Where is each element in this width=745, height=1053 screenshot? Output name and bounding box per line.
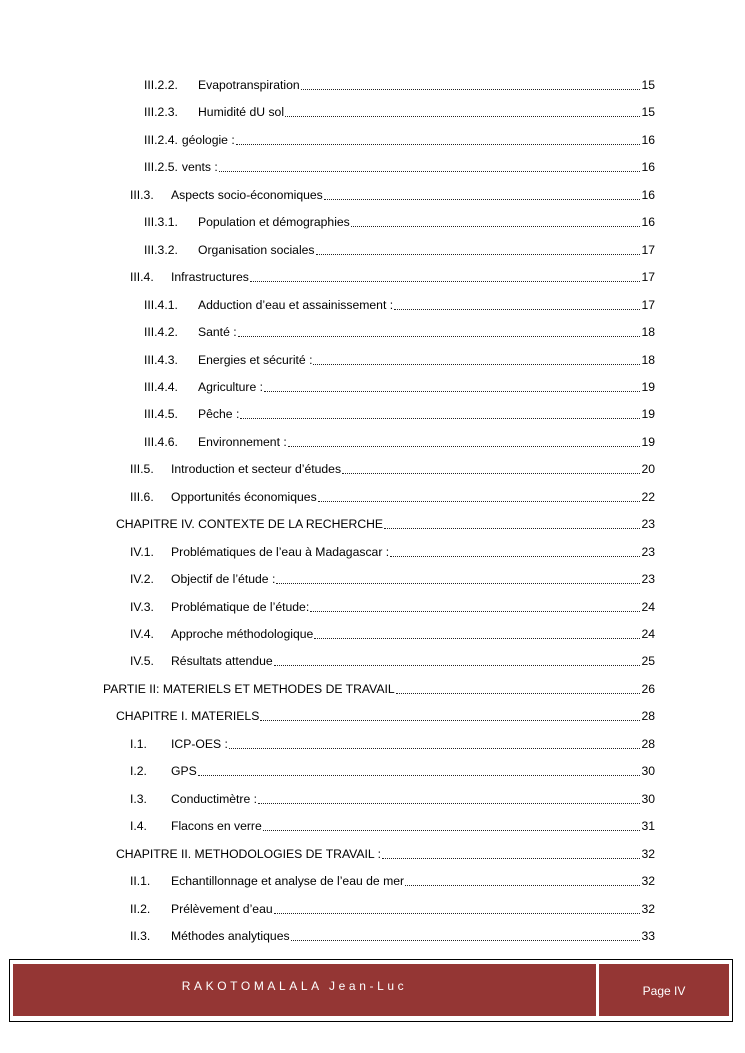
- toc-entry-title: vents :: [181, 160, 218, 175]
- toc-entry-page: 28: [641, 736, 655, 751]
- toc-dot-leader: [238, 335, 641, 337]
- toc-entry-page: 31: [641, 819, 655, 834]
- toc-entry-page: 24: [641, 627, 655, 641]
- toc-entry-title: Aspects socio-économiques: [171, 187, 323, 202]
- toc-entry-number: IV.3.: [130, 599, 154, 614]
- toc-dot-leader: [318, 500, 641, 502]
- toc-entry-title: CHAPITRE IV. CONTEXTE DE LA RECHERCHE: [116, 517, 384, 532]
- toc-entry-page: 16: [641, 215, 655, 230]
- toc-entry[interactable]: [144, 100, 655, 120]
- toc-entry-title: Opportunités économiques: [171, 489, 317, 504]
- toc-entry-title: ICP-OES :: [171, 736, 228, 751]
- toc-entry-number: I.1.: [130, 736, 147, 751]
- toc-entry-page: 26: [641, 681, 655, 696]
- footer-page-cell: [599, 964, 729, 1016]
- toc-dot-leader: [384, 527, 640, 529]
- toc-entry-number: III.2.4.: [144, 132, 178, 147]
- toc-dot-leader: [264, 390, 640, 392]
- toc-dot-leader: [258, 802, 640, 804]
- toc-dot-leader: [314, 637, 640, 639]
- toc-entry-title: Energies et sécurité :: [198, 352, 313, 367]
- toc-entry-page: 19: [641, 379, 655, 394]
- toc-entry-page: 32: [641, 874, 655, 889]
- toc-entry[interactable]: [130, 787, 655, 807]
- toc-entry-title: Organisation sociales: [198, 242, 315, 257]
- toc-dot-leader: [250, 280, 641, 282]
- toc-entry-title: Evapotranspiration: [198, 78, 300, 92]
- toc-dot-leader: [405, 884, 640, 886]
- toc-entry-title: Prélèvement d’eau: [171, 901, 273, 916]
- toc-entry-page: 32: [641, 901, 655, 916]
- toc-dot-leader: [394, 308, 640, 310]
- toc-entry-page: 32: [641, 846, 655, 861]
- toc-entry-page: 18: [641, 352, 655, 367]
- toc-entry-title: Objectif de l’étude :: [171, 572, 276, 587]
- toc-entry-title: Santé :: [198, 325, 237, 340]
- toc-entry-title: Problématiques de l’eau à Madagascar :: [171, 544, 390, 559]
- toc-entry-number: IV.4.: [130, 627, 154, 641]
- toc-entry-page: 16: [641, 187, 655, 202]
- toc-entry[interactable]: [130, 897, 655, 917]
- toc-entry[interactable]: [116, 512, 655, 532]
- toc-entry[interactable]: [130, 265, 655, 285]
- toc-dot-leader: [260, 719, 640, 721]
- toc-entry-number: III.4.1.: [144, 297, 178, 312]
- toc-dot-leader: [396, 692, 641, 694]
- toc-entry-page: 18: [641, 325, 655, 340]
- toc-dot-leader: [324, 198, 641, 200]
- toc-entry-number: II.2.: [130, 901, 151, 916]
- toc-dot-leader: [274, 912, 641, 914]
- toc-entry[interactable]: [144, 430, 655, 450]
- toc-dot-leader: [274, 664, 641, 666]
- toc-entry[interactable]: [144, 293, 655, 313]
- toc-entry-number: III.4.4.: [144, 379, 178, 394]
- toc-entry-title: Flacons en verre: [171, 819, 262, 834]
- toc-entry-number: I.3.: [130, 791, 147, 806]
- toc-entry-number: I.4.: [130, 819, 147, 834]
- toc-entry-page: 17: [641, 297, 655, 312]
- toc-dot-leader: [263, 829, 641, 831]
- toc-dot-leader: [342, 472, 640, 474]
- toc-entry-title: Agriculture :: [198, 379, 264, 394]
- toc-entry-title: Problématique de l’étude:: [171, 599, 310, 614]
- toc-entry-title: Approche méthodologique: [171, 627, 314, 641]
- toc-entry[interactable]: [144, 320, 655, 340]
- toc-entry-title: Pêche :: [198, 407, 240, 422]
- toc-entry-title: Introduction et secteur d’études: [171, 462, 342, 477]
- footer-author: RAKOTOMALALA Jean-Luc: [181, 979, 408, 993]
- toc-entry-number: III.2.3.: [144, 105, 178, 120]
- toc-entry[interactable]: [130, 649, 655, 669]
- toc-entry[interactable]: [130, 183, 655, 203]
- toc-entry-number: III.4.6.: [144, 434, 178, 449]
- toc-dot-leader: [198, 774, 641, 776]
- toc-entry[interactable]: [144, 128, 655, 148]
- toc-dot-leader: [285, 115, 640, 117]
- toc-entry[interactable]: [116, 704, 655, 724]
- toc-dot-leader: [382, 857, 640, 859]
- toc-entry-title: Echantillonnage et analyse de l’eau de mer: [171, 874, 405, 889]
- toc-dot-leader: [291, 939, 641, 941]
- toc-entry-number: III.6.: [130, 489, 154, 504]
- toc-entry-page: 20: [641, 462, 655, 477]
- footer-page-number: Page IV: [642, 984, 686, 998]
- toc-entry[interactable]: [103, 677, 655, 697]
- toc-dot-leader: [351, 225, 641, 227]
- toc-entry-number: III.4.2.: [144, 325, 178, 340]
- toc-entry[interactable]: [144, 73, 655, 93]
- toc-entry-title: Population et démographies: [198, 215, 350, 230]
- toc-entry-number: II.1.: [130, 874, 151, 889]
- toc-entry-number: IV.5.: [130, 654, 154, 669]
- toc-entry[interactable]: [130, 485, 655, 505]
- toc-entry[interactable]: [130, 732, 655, 752]
- toc-entry-number: III.4.5.: [144, 407, 178, 422]
- toc-entry-page: 17: [641, 242, 655, 257]
- toc-dot-leader: [219, 170, 641, 172]
- toc-entry-page: 15: [641, 78, 655, 92]
- toc-entry-number: I.2.: [130, 764, 147, 779]
- toc-dot-leader: [236, 143, 641, 145]
- toc-entry-number: III.2.5.: [144, 160, 178, 175]
- toc-entry[interactable]: [130, 595, 655, 615]
- toc-entry[interactable]: [130, 814, 655, 834]
- toc-entry-title: CHAPITRE II. METHODOLOGIES DE TRAVAIL :: [116, 846, 382, 861]
- toc-entry-title: Résultats attendue: [171, 654, 273, 669]
- toc-dot-leader: [390, 555, 640, 557]
- toc-entry-page: 15: [641, 105, 655, 120]
- toc-entry-title: Humidité dU sol: [198, 105, 285, 120]
- toc-entry-page: 28: [641, 709, 655, 724]
- toc-entry-title: CHAPITRE I. MATERIELS: [116, 709, 260, 724]
- toc-entry-page: 17: [641, 270, 655, 285]
- toc-entry-page: 33: [641, 928, 655, 943]
- toc-dot-leader: [276, 582, 640, 584]
- toc-entry-title: géologie :: [181, 132, 235, 147]
- toc-entry-page: 22: [641, 489, 655, 504]
- toc-entry-page: 25: [641, 654, 655, 669]
- toc-entry[interactable]: [130, 759, 655, 779]
- toc-dot-leader: [240, 417, 640, 419]
- toc-entry[interactable]: [130, 622, 655, 642]
- toc-entry-page: 30: [641, 791, 655, 806]
- toc-entry-page: 16: [641, 132, 655, 147]
- toc-entry-number: IV.2.: [130, 572, 154, 587]
- toc-entry-title: Environnement :: [198, 434, 287, 449]
- toc-entry[interactable]: [130, 457, 655, 477]
- toc-dot-leader: [313, 363, 640, 365]
- toc-entry-title: PARTIE II: MATERIELS ET METHODES DE TRAVAIL: [103, 681, 395, 696]
- toc-dot-leader: [229, 747, 641, 749]
- toc-entry[interactable]: [116, 842, 655, 862]
- toc-entry[interactable]: [130, 540, 655, 560]
- toc-entry-page: 23: [641, 544, 655, 559]
- toc-entry-page: 23: [641, 517, 655, 532]
- footer-author-cell: [13, 964, 596, 1016]
- toc-entry[interactable]: [130, 869, 655, 889]
- toc-entry-number: III.3.1.: [144, 215, 178, 230]
- toc-entry[interactable]: [144, 155, 655, 175]
- toc-entry-number: II.3.: [130, 928, 151, 943]
- toc-entry[interactable]: [130, 567, 655, 587]
- toc-entry-number: III.3.2.: [144, 242, 178, 257]
- toc-entry-title: Infrastructures: [171, 270, 249, 285]
- toc-entry-number: III.4.: [130, 270, 154, 285]
- toc-entry[interactable]: [144, 238, 655, 258]
- toc-entry-page: 19: [641, 407, 655, 422]
- toc-entry-title: GPS: [171, 764, 197, 779]
- toc-dot-leader: [288, 445, 641, 447]
- toc-entry[interactable]: [144, 402, 655, 422]
- toc-entry-page: 23: [641, 572, 655, 587]
- toc-entry-number: III.2.2.: [144, 78, 178, 92]
- toc-entry[interactable]: [144, 210, 655, 230]
- toc-dot-leader: [310, 610, 640, 612]
- toc-dot-leader: [301, 88, 641, 90]
- toc-entry[interactable]: [144, 348, 655, 368]
- toc-entry-number: III.5.: [130, 462, 154, 477]
- toc-entry-page: 24: [641, 599, 655, 614]
- toc-entry-title: Conductimètre :: [171, 791, 258, 806]
- toc-entry[interactable]: [130, 924, 655, 944]
- toc-entry-number: IV.1.: [130, 544, 154, 559]
- toc-entry-page: 16: [641, 160, 655, 175]
- toc-entry-title: Méthodes analytiques: [171, 928, 290, 943]
- toc-entry-title: Adduction d’eau et assainissement :: [198, 297, 394, 312]
- toc-entry[interactable]: [144, 375, 655, 395]
- toc-entry-page: 19: [641, 434, 655, 449]
- toc-dot-leader: [316, 253, 641, 255]
- toc-entry-page: 30: [641, 764, 655, 779]
- toc-entry-number: III.3.: [130, 187, 154, 202]
- toc-entry-number: III.4.3.: [144, 352, 178, 367]
